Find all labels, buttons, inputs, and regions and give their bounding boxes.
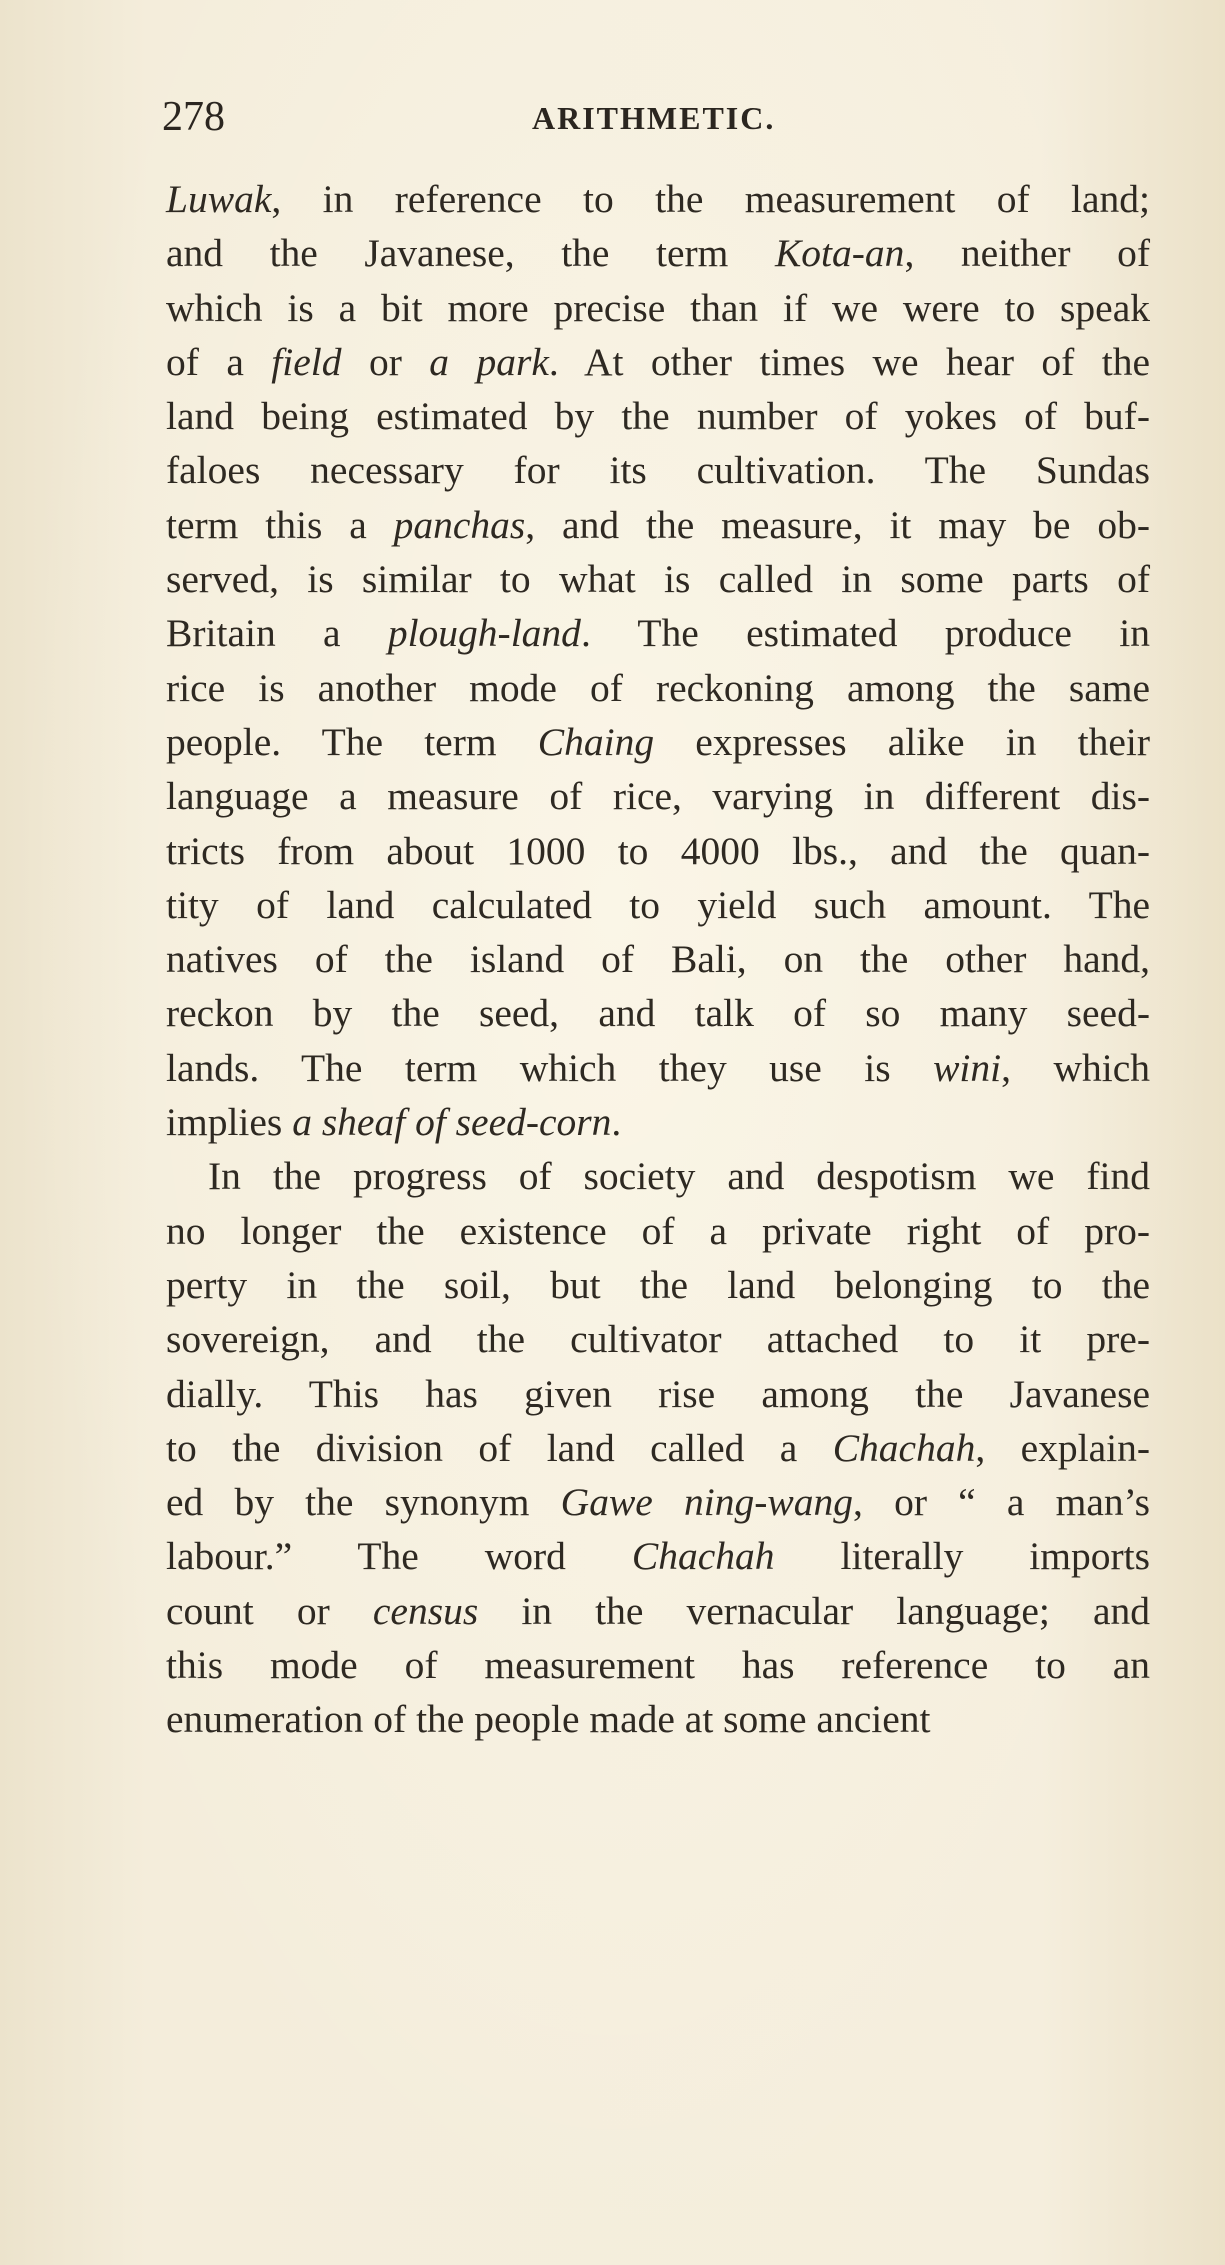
text-line [166, 1529, 1150, 1583]
text-run: served, is similar to what is called in some parts of [166, 557, 1150, 602]
text-run: In the progress of society and despotism we find [208, 1154, 1150, 1199]
italic-text: Kota-an [774, 231, 905, 276]
text-run: land being estimated by the number of yokes of buf- [166, 394, 1150, 439]
text-run: , and the measure, it may be ob- [525, 502, 1150, 547]
text-line [166, 1095, 1150, 1149]
italic-text: Chachah [832, 1425, 976, 1470]
text-run: and the Javanese, the term [166, 231, 775, 276]
text-line [166, 1258, 1150, 1312]
text-line [166, 606, 1150, 660]
text-run: of a [166, 339, 272, 384]
running-head [162, 92, 1122, 142]
italic-text: plough-land [387, 611, 581, 656]
text-run: labour.” The word [166, 1534, 632, 1579]
text-run: ed by the synonym [166, 1480, 561, 1525]
text-run: tity of land calculated to yield such amount. The [166, 882, 1150, 927]
text-run: natives of the island of Bali, on the other hand, [166, 937, 1150, 982]
text-line [166, 1584, 1150, 1638]
text-line [166, 986, 1150, 1040]
text-run: enumeration of the people made at some ancient [166, 1697, 931, 1742]
text-run: sovereign, and the cultivator attached to it pre- [166, 1317, 1150, 1362]
italic-text: Gawe ning-wang [560, 1480, 853, 1525]
text-line [166, 172, 1150, 226]
italic-text: a park [429, 339, 549, 384]
text-run: faloes necessary for its cultivation. The Sundas [166, 448, 1150, 493]
text-run: , in reference to the measurement of land; [271, 177, 1150, 221]
text-line [166, 1312, 1150, 1366]
text-run: tricts from about 1000 to 4000 lbs., and the quan- [166, 828, 1150, 873]
text-line [166, 824, 1150, 878]
text-run: people. The term [166, 719, 538, 764]
text-line [166, 1204, 1150, 1258]
text-line [166, 715, 1150, 769]
text-run: or [341, 339, 430, 384]
italic-text: Luwak [166, 177, 272, 221]
text-line [166, 1149, 1150, 1203]
text-line [166, 878, 1150, 932]
text-run: perty in the soil, but the land belonging to the [166, 1262, 1150, 1307]
italic-text: Chaing [537, 719, 655, 764]
text-run: language a measure of rice, varying in different dis- [166, 774, 1150, 819]
text-run: . The estimated produce in [580, 611, 1150, 656]
text-run: this mode of measurement has reference to an [166, 1643, 1150, 1688]
italic-text: field [271, 339, 342, 384]
text-run: to the division of land called a [166, 1425, 833, 1470]
text-line [166, 498, 1150, 552]
text-run: dially. This has given rise among the Javanese [166, 1371, 1150, 1416]
text-line [166, 661, 1150, 715]
text-line [166, 932, 1150, 986]
text-line [166, 226, 1150, 280]
text-run: rice is another mode of reckoning among the same [166, 665, 1150, 710]
italic-text: Chachah [631, 1534, 775, 1579]
text-line [166, 443, 1150, 497]
text-line [166, 281, 1150, 335]
italic-text: a sheaf of seed-corn [292, 1100, 612, 1145]
text-run: count or [166, 1588, 373, 1633]
text-run: , or “ a man’s [853, 1480, 1150, 1525]
text-run: no longer the existence of a private right of pro- [166, 1208, 1150, 1253]
text-run: implies [166, 1100, 293, 1145]
text-line [166, 1041, 1150, 1095]
text-run: expresses alike in their [654, 719, 1150, 764]
text-line [166, 552, 1150, 606]
text-line [166, 1638, 1150, 1692]
text-run: Britain a [166, 611, 388, 656]
text-run: . [611, 1100, 622, 1145]
text-run: , which [1001, 1045, 1150, 1090]
text-line [166, 1475, 1150, 1529]
running-title: ARITHMETIC. [532, 100, 776, 136]
text-run: . At other times we hear of the [548, 339, 1151, 384]
text-line [166, 1421, 1150, 1475]
body-text [166, 172, 1150, 1747]
text-run: which is a bit more precise than if we were to speak [166, 285, 1150, 330]
text-line [166, 389, 1150, 443]
text-run: , explain- [975, 1425, 1151, 1470]
text-line [166, 1692, 1150, 1746]
text-run: lands. The term which they use is [166, 1045, 934, 1090]
text-line [166, 335, 1150, 389]
text-run: , neither of [904, 231, 1150, 276]
text-run: in the vernacular language; and [478, 1588, 1150, 1633]
italic-text: wini [933, 1045, 1002, 1090]
text-line [166, 1367, 1150, 1421]
text-run: term this a [166, 502, 394, 547]
text-run: literally imports [774, 1534, 1151, 1579]
page-number: 278 [162, 94, 225, 140]
text-run: reckon by the seed, and talk of so many seed- [166, 991, 1150, 1036]
italic-text: census [372, 1588, 479, 1633]
italic-text: panchas [393, 502, 526, 547]
text-line [166, 769, 1150, 823]
